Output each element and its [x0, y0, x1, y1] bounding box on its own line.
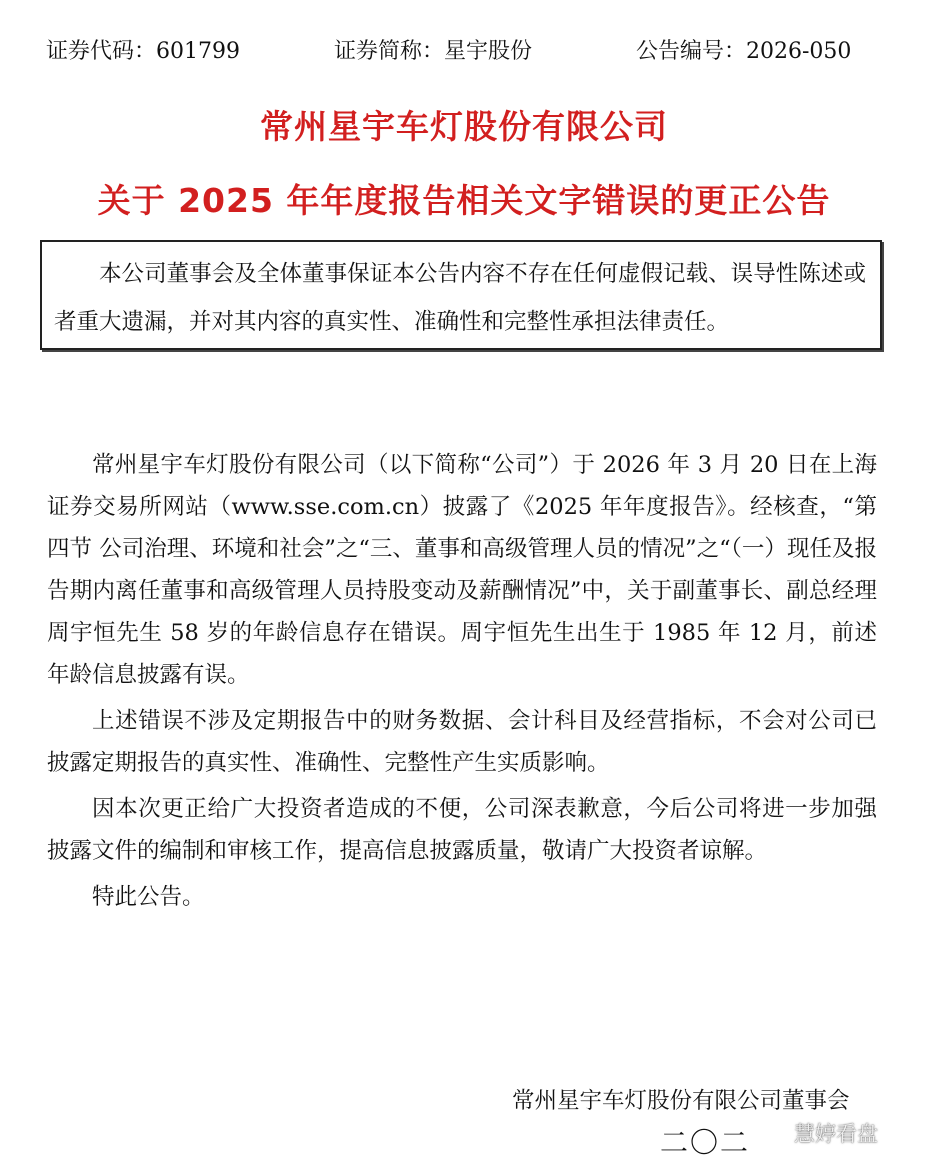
notice-number: 公告编号：2026-050 — [636, 39, 852, 64]
body-paragraph-correction: 常州星宇车灯股份有限公司（以下简称“公司”）于 2026 年 3 月 20 日在上海证券交易所网站（www.sse.com.cn）披露了《2025 年年度报告》。经核查，“第四节 公司治理、环境和社会”之“三、董事和高级管理人员的情况”之“（一）现任及报告期内离任董事和高级管理人员持股变动及薪酬情况”中，关于副董事长、副总经理周宇恒先生 58 岁的年龄信息存在错误。周宇恒先生出生于 1985 年 12 月，前述年龄信息披露有误。 — [47, 452, 877, 688]
body-paragraph-closing: 特此公告。 — [92, 884, 205, 910]
announcement-body — [47, 444, 877, 922]
board-signature: 常州星宇车灯股份有限公司董事会 — [512, 1088, 850, 1114]
company-title: 常州星宇车灯股份有限公司 — [260, 107, 668, 146]
watermark — [762, 1118, 878, 1148]
watermark-text: 慧婷看盘 — [794, 1122, 878, 1146]
stock-code: 证券代码：601799 — [46, 39, 240, 64]
board-guarantee-box — [40, 240, 882, 350]
stock-name: 证券简称：星宇股份 — [334, 39, 533, 64]
weibo-icon — [762, 1121, 790, 1145]
announcement-title: 关于 2025 年年度报告相关文字错误的更正公告 — [97, 181, 831, 220]
body-paragraph-apology: 因本次更正给广大投资者造成的不便，公司深表歉意，今后公司将进一步加强披露文件的编制和审核工作，提高信息披露质量，敬请广大投资者谅解。 — [47, 796, 877, 864]
body-paragraph-impact: 上述错误不涉及定期报告中的财务数据、会计科目及经营指标，不会对公司已披露定期报告的真实性、准确性、完整性产生实质影响。 — [47, 708, 877, 776]
signature-date: 二〇二 — [660, 1126, 751, 1159]
board-guarantee-text: 本公司董事会及全体董事保证本公告内容不存在任何虚假记载、误导性陈述或者重大遗漏，并对其内容的真实性、准确性和完整性承担法律责任。 — [54, 261, 866, 335]
